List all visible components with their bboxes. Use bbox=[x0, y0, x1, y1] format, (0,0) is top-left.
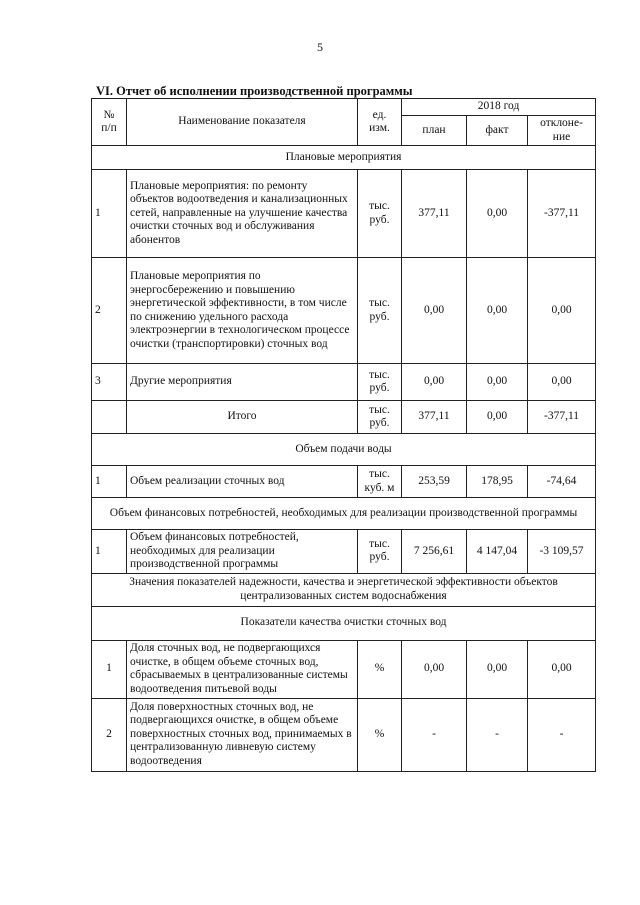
total-plan: 377,11 bbox=[402, 401, 467, 434]
row-name: Плановые мероприятия: по ремонту объектов водоотведения и канализационных сетей, направленные на улучшение качества очистки сточных вод и обслуживания абонентов bbox=[127, 170, 358, 258]
total-row bbox=[92, 401, 596, 434]
section-water-supply-volume: Объем подачи воды bbox=[92, 434, 596, 466]
row-num: 1 bbox=[92, 530, 127, 574]
total-unit: тыс. руб. bbox=[358, 401, 402, 434]
total-label: Итого bbox=[127, 401, 358, 434]
header-unit: ед. изм. bbox=[358, 99, 402, 146]
row-num: 1 bbox=[92, 170, 127, 258]
row-num: 1 bbox=[92, 640, 127, 698]
row-unit: % bbox=[358, 698, 402, 771]
table-row bbox=[92, 364, 596, 401]
header-deviation: отклоне- ние bbox=[528, 116, 596, 146]
row-unit: тыс. руб. bbox=[358, 170, 402, 258]
row-deviation: 0,00 bbox=[528, 258, 596, 364]
row-unit: тыс. куб. м bbox=[358, 466, 402, 498]
row-fact: - bbox=[467, 698, 528, 771]
row-plan: 253,59 bbox=[402, 466, 467, 498]
total-num-cell bbox=[92, 401, 127, 434]
header-num: № п/п bbox=[92, 99, 127, 146]
row-plan: 0,00 bbox=[402, 640, 467, 698]
row-fact: 0,00 bbox=[467, 170, 528, 258]
row-fact: 0,00 bbox=[467, 640, 528, 698]
row-fact: 0,00 bbox=[467, 364, 528, 401]
section-row bbox=[92, 434, 596, 466]
header-plan: план bbox=[402, 116, 467, 146]
table-row bbox=[92, 258, 596, 364]
section-row bbox=[92, 606, 596, 640]
row-deviation: -3 109,57 bbox=[528, 530, 596, 574]
row-unit: тыс. руб. bbox=[358, 364, 402, 401]
row-num: 3 bbox=[92, 364, 127, 401]
table-row bbox=[92, 466, 596, 498]
row-deviation: 0,00 bbox=[528, 640, 596, 698]
row-plan: 0,00 bbox=[402, 258, 467, 364]
row-plan: - bbox=[402, 698, 467, 771]
total-fact: 0,00 bbox=[467, 401, 528, 434]
row-name: Доля сточных вод, не подвергающихся очистке, в общем объеме сточных вод, сбрасываемых в централизованные системы водоотведения питьевой воды bbox=[127, 640, 358, 698]
table-row bbox=[92, 170, 596, 258]
row-fact: 178,95 bbox=[467, 466, 528, 498]
table-row bbox=[92, 640, 596, 698]
row-plan: 0,00 bbox=[402, 364, 467, 401]
row-unit: тыс. руб. bbox=[358, 530, 402, 574]
section-row bbox=[92, 573, 596, 606]
row-name: Доля поверхностных сточных вод, не подвергающихся очистке, в общем объеме поверхностных сточных вод, принимаемых в централизованную ливневую систему водоотведения bbox=[127, 698, 358, 771]
header-row bbox=[92, 99, 596, 116]
section-financial-needs: Объем финансовых потребностей, необходимых для реализации производственной программы bbox=[92, 498, 596, 530]
row-num: 1 bbox=[92, 466, 127, 498]
row-deviation: - bbox=[528, 698, 596, 771]
report-table bbox=[91, 98, 596, 772]
header-year: 2018 год bbox=[402, 99, 596, 116]
page-number: 5 bbox=[317, 40, 323, 54]
header-fact: факт bbox=[467, 116, 528, 146]
row-num: 2 bbox=[92, 258, 127, 364]
row-name: Плановые мероприятия по энергосбережению и повышению энергетической эффективности, в том числе по снижению удельного расхода электроэнергии в технологическом процессе очистки (транспортировки) сточных вод bbox=[127, 258, 358, 364]
row-unit: % bbox=[358, 640, 402, 698]
row-deviation: -377,11 bbox=[528, 170, 596, 258]
section-row bbox=[92, 146, 596, 170]
row-plan: 7 256,61 bbox=[402, 530, 467, 574]
row-unit: тыс. руб. bbox=[358, 258, 402, 364]
section-planned-measures: Плановые мероприятия bbox=[92, 146, 596, 170]
total-deviation: -377,11 bbox=[528, 401, 596, 434]
row-deviation: -74,64 bbox=[528, 466, 596, 498]
row-fact: 0,00 bbox=[467, 258, 528, 364]
row-name: Объем финансовых потребностей, необходимых для реализации производственной программы bbox=[127, 530, 358, 574]
row-plan: 377,11 bbox=[402, 170, 467, 258]
table-row bbox=[92, 698, 596, 771]
row-deviation: 0,00 bbox=[528, 364, 596, 401]
section-title: VI. Отчет об исполнении производственной программы bbox=[96, 84, 413, 98]
row-num: 2 bbox=[92, 698, 127, 771]
section-reliability-indicators: Значения показателей надежности, качества и энергетической эффективности объектов централизованных систем водоснабжения bbox=[92, 573, 596, 606]
row-fact: 4 147,04 bbox=[467, 530, 528, 574]
section-quality-indicators: Показатели качества очистки сточных вод bbox=[92, 606, 596, 640]
section-row bbox=[92, 498, 596, 530]
header-name: Наименование показателя bbox=[127, 99, 358, 146]
row-name: Другие мероприятия bbox=[127, 364, 358, 401]
row-name: Объем реализации сточных вод bbox=[127, 466, 358, 498]
table-row bbox=[92, 530, 596, 574]
